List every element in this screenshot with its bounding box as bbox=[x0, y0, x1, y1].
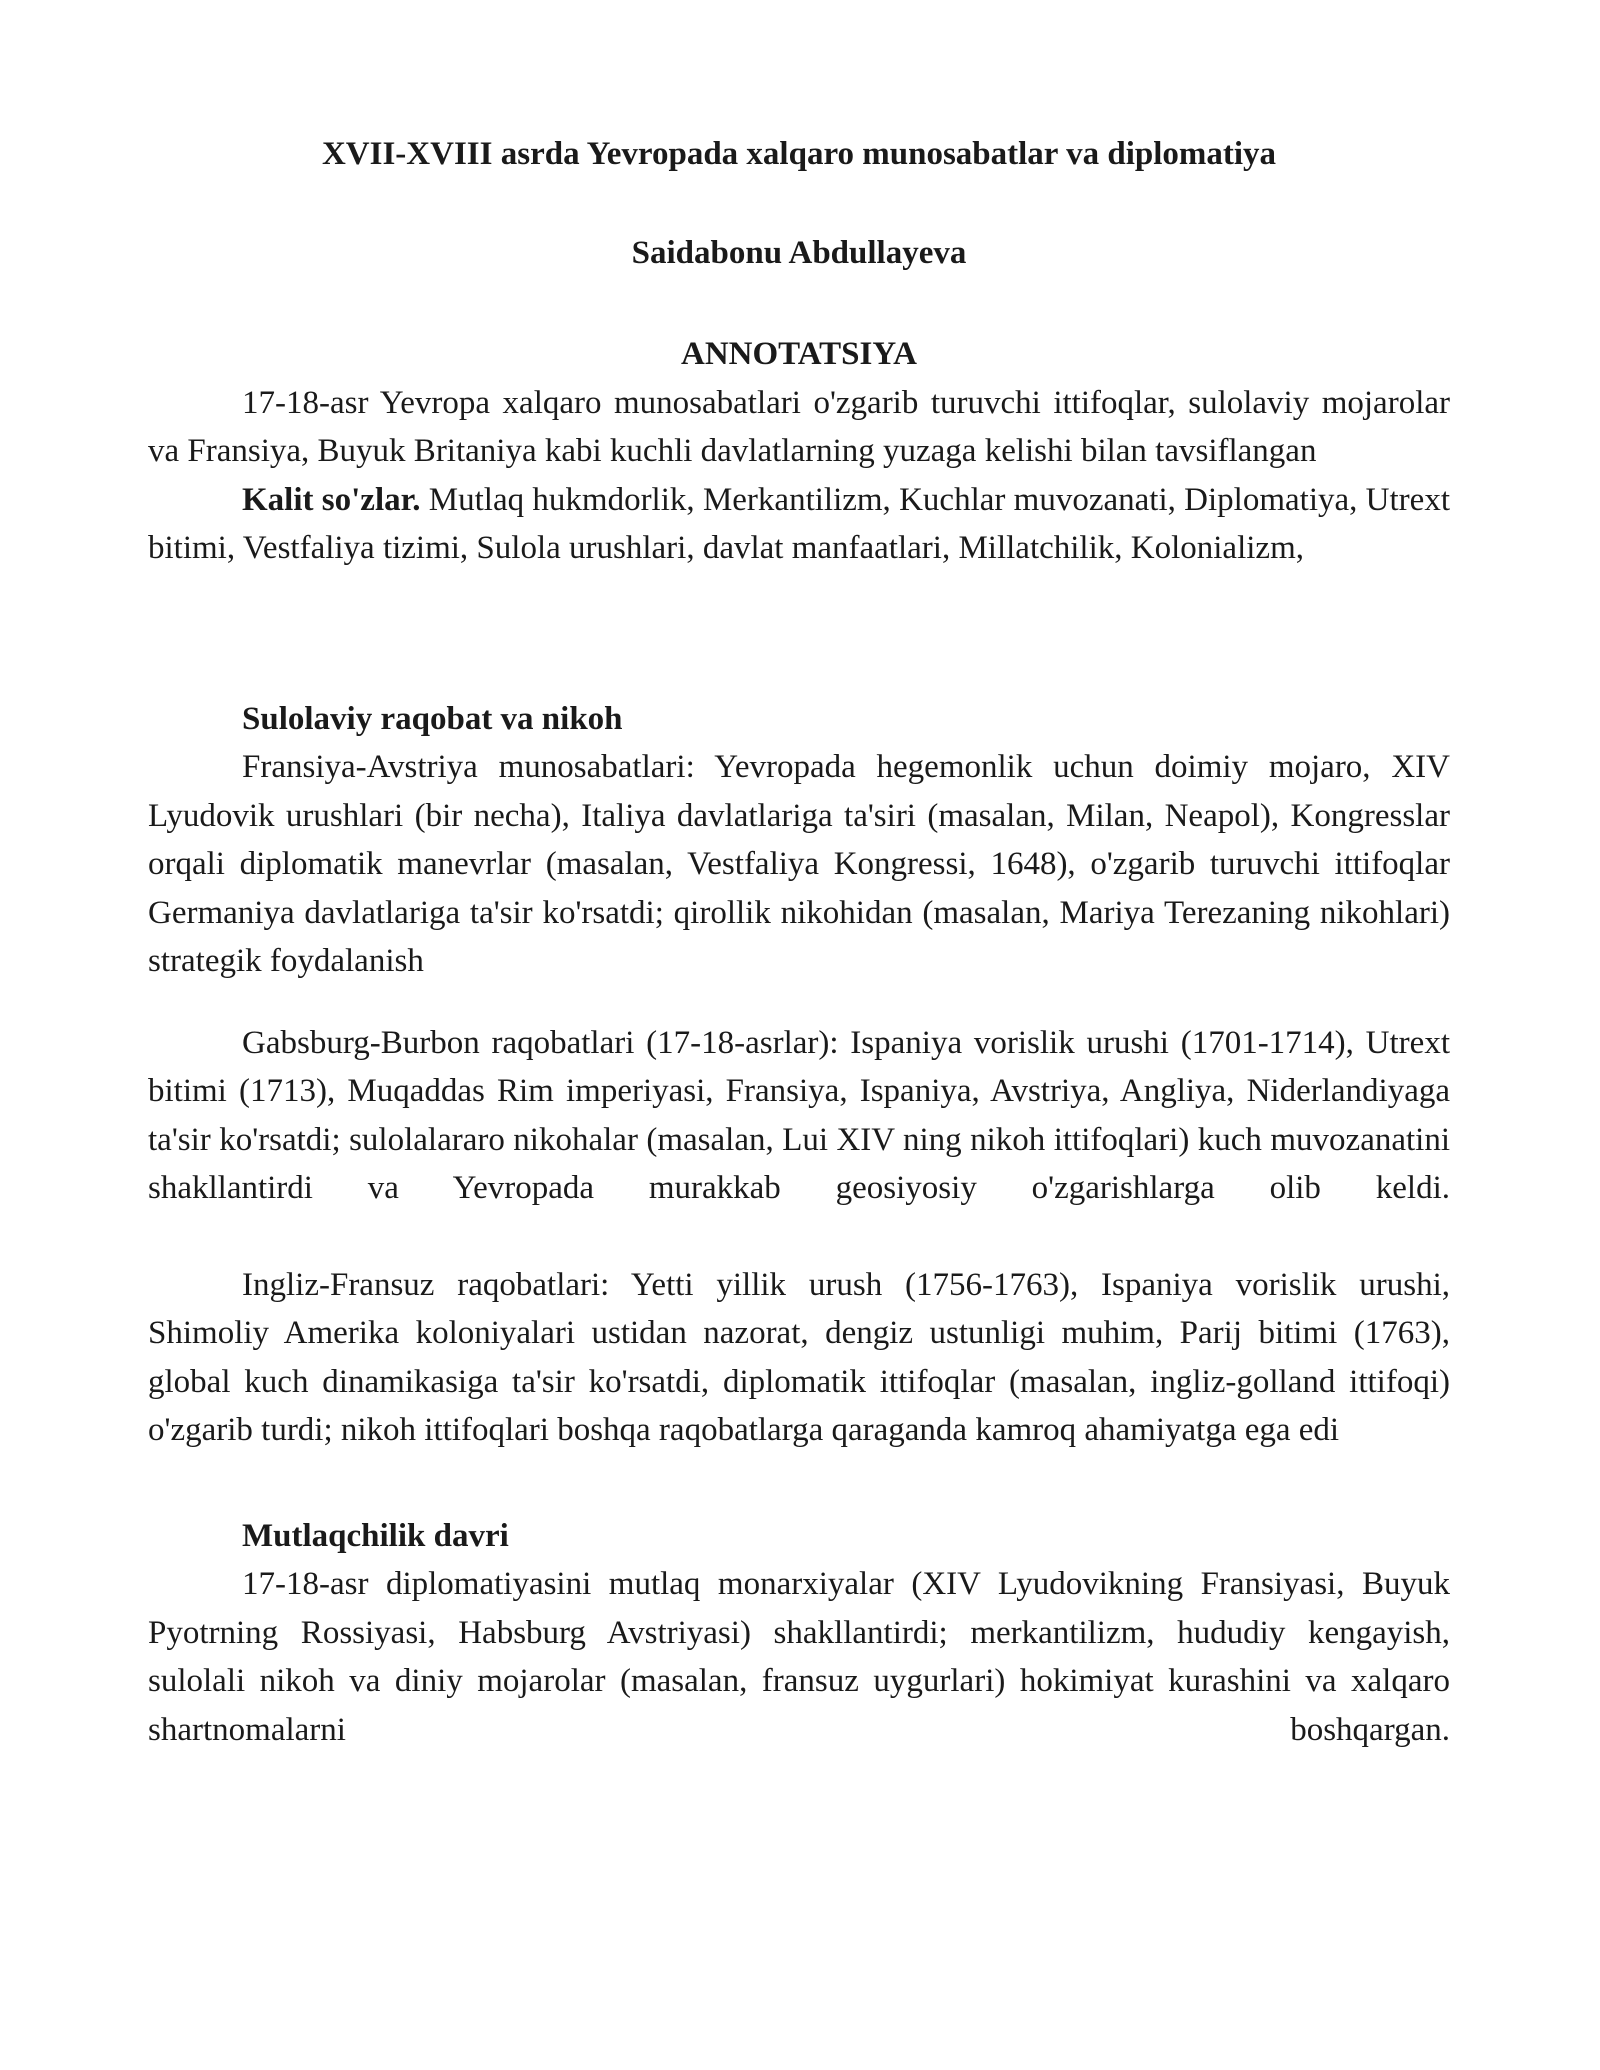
annotation-heading: ANNOTATSIYA bbox=[681, 336, 917, 372]
keywords-list: Mutlaq hukmdorlik, Merkantilizm, Kuchlar muvozanati, Diplomatiya, Utrext bitimi, Vestfaliya tizimi, Sulola urushlari, davlat manfaatlari, Millatchilik, Kolonializm, bbox=[148, 481, 1450, 566]
document-title: XVII-XVIII asrda Yevropada xalqaro munosabatlar va diplomatiya bbox=[321, 136, 1277, 172]
document-page bbox=[148, 118, 1450, 1754]
paragraph-mutlaqchilik: 17-18-asr diplomatiyasini mutlaq monarxiyalar (XIV Lyudovikning Fransiyasi, Buyuk Pyotrning Rossiyasi, Habsburg Avstriyasi) shakllantirdi; merkantilizm, hududiy kengayish, sulolali nikoh va diniy mojarolar (masalan, fransuz uygurlari) hokimiyat kurashini va xalqaro shartnomalarni boshqargan. bbox=[148, 1566, 1450, 1748]
paragraph-fransiya-avstriya: Fransiya-Avstriya munosabatlari: Yevropada hegemonlik uchun doimiy mojaro, XIV Lyudovik urushlari (bir necha), Italiya davlatlariga ta'siri (masalan, Milan, Neapol), Kongresslar orqali diplomatik manevrlar (masalan, Vestfaliya Kongressi, 1648), o'zgarib turuvchi ittifoqlar Germaniya davlatlariga ta'sir ko'rsatdi; qirollik nikohidan (masalan, Mariya Terezaning nikohlari) strategik foydalanish bbox=[148, 749, 1450, 979]
keywords-paragraph bbox=[148, 476, 1450, 573]
section-heading-sulolaviy: Sulolaviy raqobat va nikoh bbox=[242, 700, 623, 737]
paragraph-ingliz-fransuz: Ingliz-Fransuz raqobatlari: Yetti yillik urush (1756-1763), Ispaniya vorislik urushi, Shimoliy Amerika koloniyalari ustidan nazorat, dengiz ustunligi muhim, Parij bitimi (1763), global kuch dinamikasiga ta'sir ko'rsatdi, diplomatik ittifoqlar (masalan, ingliz-golland ittifoqi) o'zgarib turdi; nikoh ittifoqlari boshqa raqobatlarga qaraganda kamroq ahamiyatga ega edi bbox=[148, 1266, 1450, 1448]
abstract-paragraph: 17-18-asr Yevropa xalqaro munosabatlari o'zgarib turuvchi ittifoqlar, sulolaviy mojarolar va Fransiya, Buyuk Britaniya kabi kuchli davlatlarning yuzaga kelishi bilan tavsiflangan bbox=[148, 384, 1450, 469]
keywords-label: Kalit so'zlar. bbox=[242, 481, 421, 518]
paragraph-gabsburg-burbon: Gabsburg-Burbon raqobatlari (17-18-asrlar): Ispaniya vorislik urushi (1701-1714), Utrext bitimi (1713), Muqaddas Rim imperiyasi, Fransiya, Ispaniya, Avstriya, Angliya, Niderlandiyaga ta'sir ko'rsatdi; sulolalararo nikohalar (masalan, Lui XIV ning nikoh ittifoqlari) kuch muvozanatini shakllantirdi va Yevropada murakkab geosiyosiy o'zgarishlarga olib keldi. bbox=[148, 1024, 1450, 1206]
author-name: Saidabonu Abdullayeva bbox=[631, 234, 967, 271]
section-heading-mutlaqchilik: Mutlaqchilik davri bbox=[242, 1517, 509, 1554]
